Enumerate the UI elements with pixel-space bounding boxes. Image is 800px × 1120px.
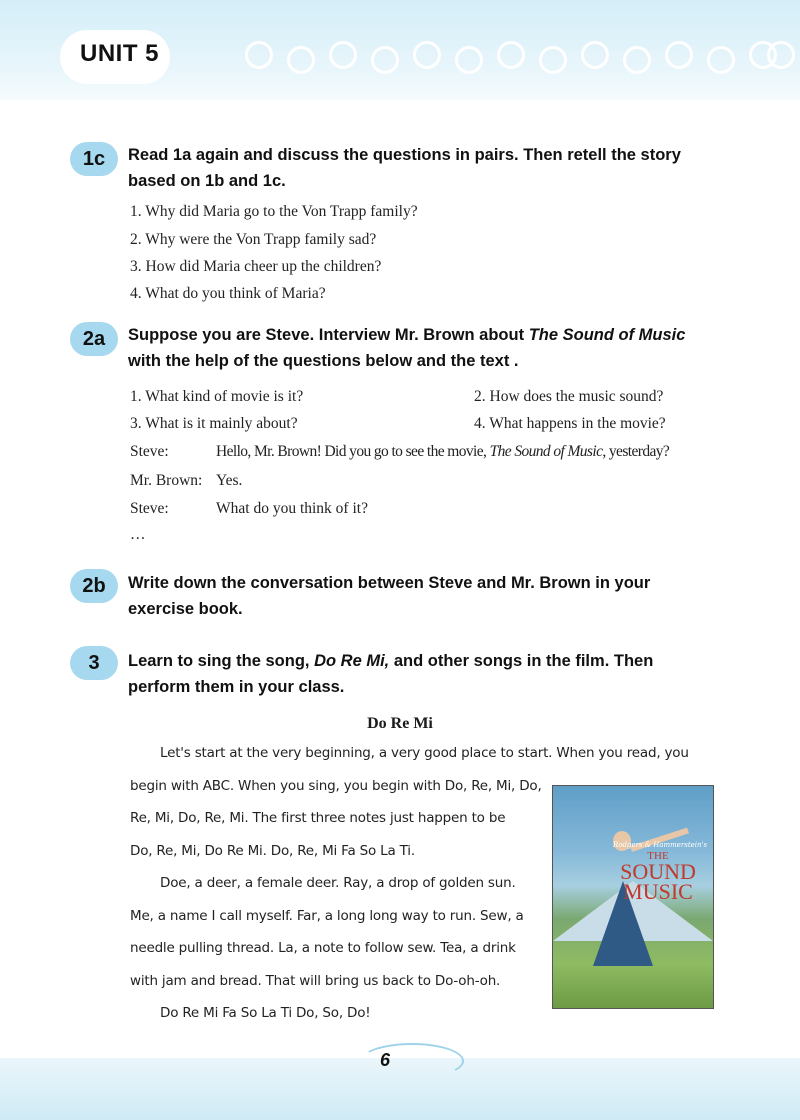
question-1c-4: 4. What do you think of Maria? — [130, 285, 326, 302]
dialogue-speaker-1: Steve: — [130, 443, 169, 460]
question-1c-1: 1. Why did Maria go to the Von Trapp family? — [130, 203, 418, 220]
poster-title: THE SOUND MUSIC — [620, 850, 696, 904]
question-2a-3: 3. What is it mainly about? — [130, 415, 298, 432]
question-2a-4: 4. What happens in the movie? — [474, 415, 666, 432]
section-badge-2b: 2b — [70, 569, 118, 603]
dialogue-speaker-3: Steve: — [130, 500, 169, 517]
dialogue-line-2: Yes. — [216, 472, 243, 489]
page-number-swirl — [360, 1043, 464, 1079]
song-line-7: needle pulling thread. La, a note to follow sew. Tea, a drink — [130, 940, 516, 956]
instruction-2b: Write down the conversation between Steve and Mr. Brown in your exercise book. — [128, 574, 651, 618]
dialogue-line-1: Hello, Mr. Brown! Did you go to see the movie, The Sound of Music, yesterday? — [216, 443, 670, 460]
instruction-1c: Read 1a again and discuss the questions in pairs. Then retell the story based on 1b and 1c. — [128, 146, 681, 190]
song-line-1: Let's start at the very beginning, a very good place to start. When you read, you — [160, 745, 689, 761]
instruction-3: Learn to sing the song, Do Re Mi, and other songs in the film. Then perform them in your class. — [128, 652, 654, 696]
song-line-9: Do Re Mi Fa So La Ti Do, So, Do! — [160, 1005, 371, 1021]
dialogue-speaker-2: Mr. Brown: — [130, 472, 203, 489]
unit-title: UNIT 5 — [80, 40, 160, 67]
instruction-2a-film-title: The Sound of Music — [528, 326, 686, 344]
dialogue-ellipsis: … — [130, 526, 146, 543]
decorative-rings — [245, 37, 800, 77]
song-line-6: Me, a name I call myself. Far, a long long way to run. Sew, a — [130, 908, 524, 924]
dialogue-line-3: What do you think of it? — [216, 500, 368, 517]
question-2a-2: 2. How does the music sound? — [474, 388, 664, 405]
page-number: 6 — [380, 1050, 391, 1070]
question-2a-1: 1. What kind of movie is it? — [130, 388, 304, 405]
song-line-3: Re, Mi, Do, Re, Mi. The first three notes just happen to be — [130, 810, 506, 826]
song-line-4: Do, Re, Mi, Do Re Mi. Do, Re, Mi Fa So La Ti. — [130, 843, 415, 859]
question-1c-3: 3. How did Maria cheer up the children? — [130, 258, 382, 275]
section-badge-3: 3 — [70, 646, 118, 680]
song-line-5: Doe, a deer, a female deer. Ray, a drop of golden sun. — [160, 875, 516, 891]
question-1c-2: 2. Why were the Von Trapp family sad? — [130, 231, 377, 248]
song-line-8: with jam and bread. That will bring us back to Do-oh-oh. — [130, 973, 501, 989]
section-badge-1c: 1c — [70, 142, 118, 176]
movie-poster-image — [552, 785, 714, 1009]
song-title: Do Re Mi — [367, 715, 433, 732]
instruction-2a: Suppose you are Steve. Interview Mr. Brown about The Sound of Music with the help of the questions below and the text . — [128, 326, 686, 370]
instruction-3-song-title: Do Re Mi, — [314, 652, 390, 670]
song-line-2: begin with ABC. When you sing, you begin with Do, Re, Mi, Do, — [130, 778, 542, 794]
poster-credit: Rodgers & Hammerstein's — [613, 841, 708, 849]
section-badge-2a: 2a — [70, 322, 118, 356]
